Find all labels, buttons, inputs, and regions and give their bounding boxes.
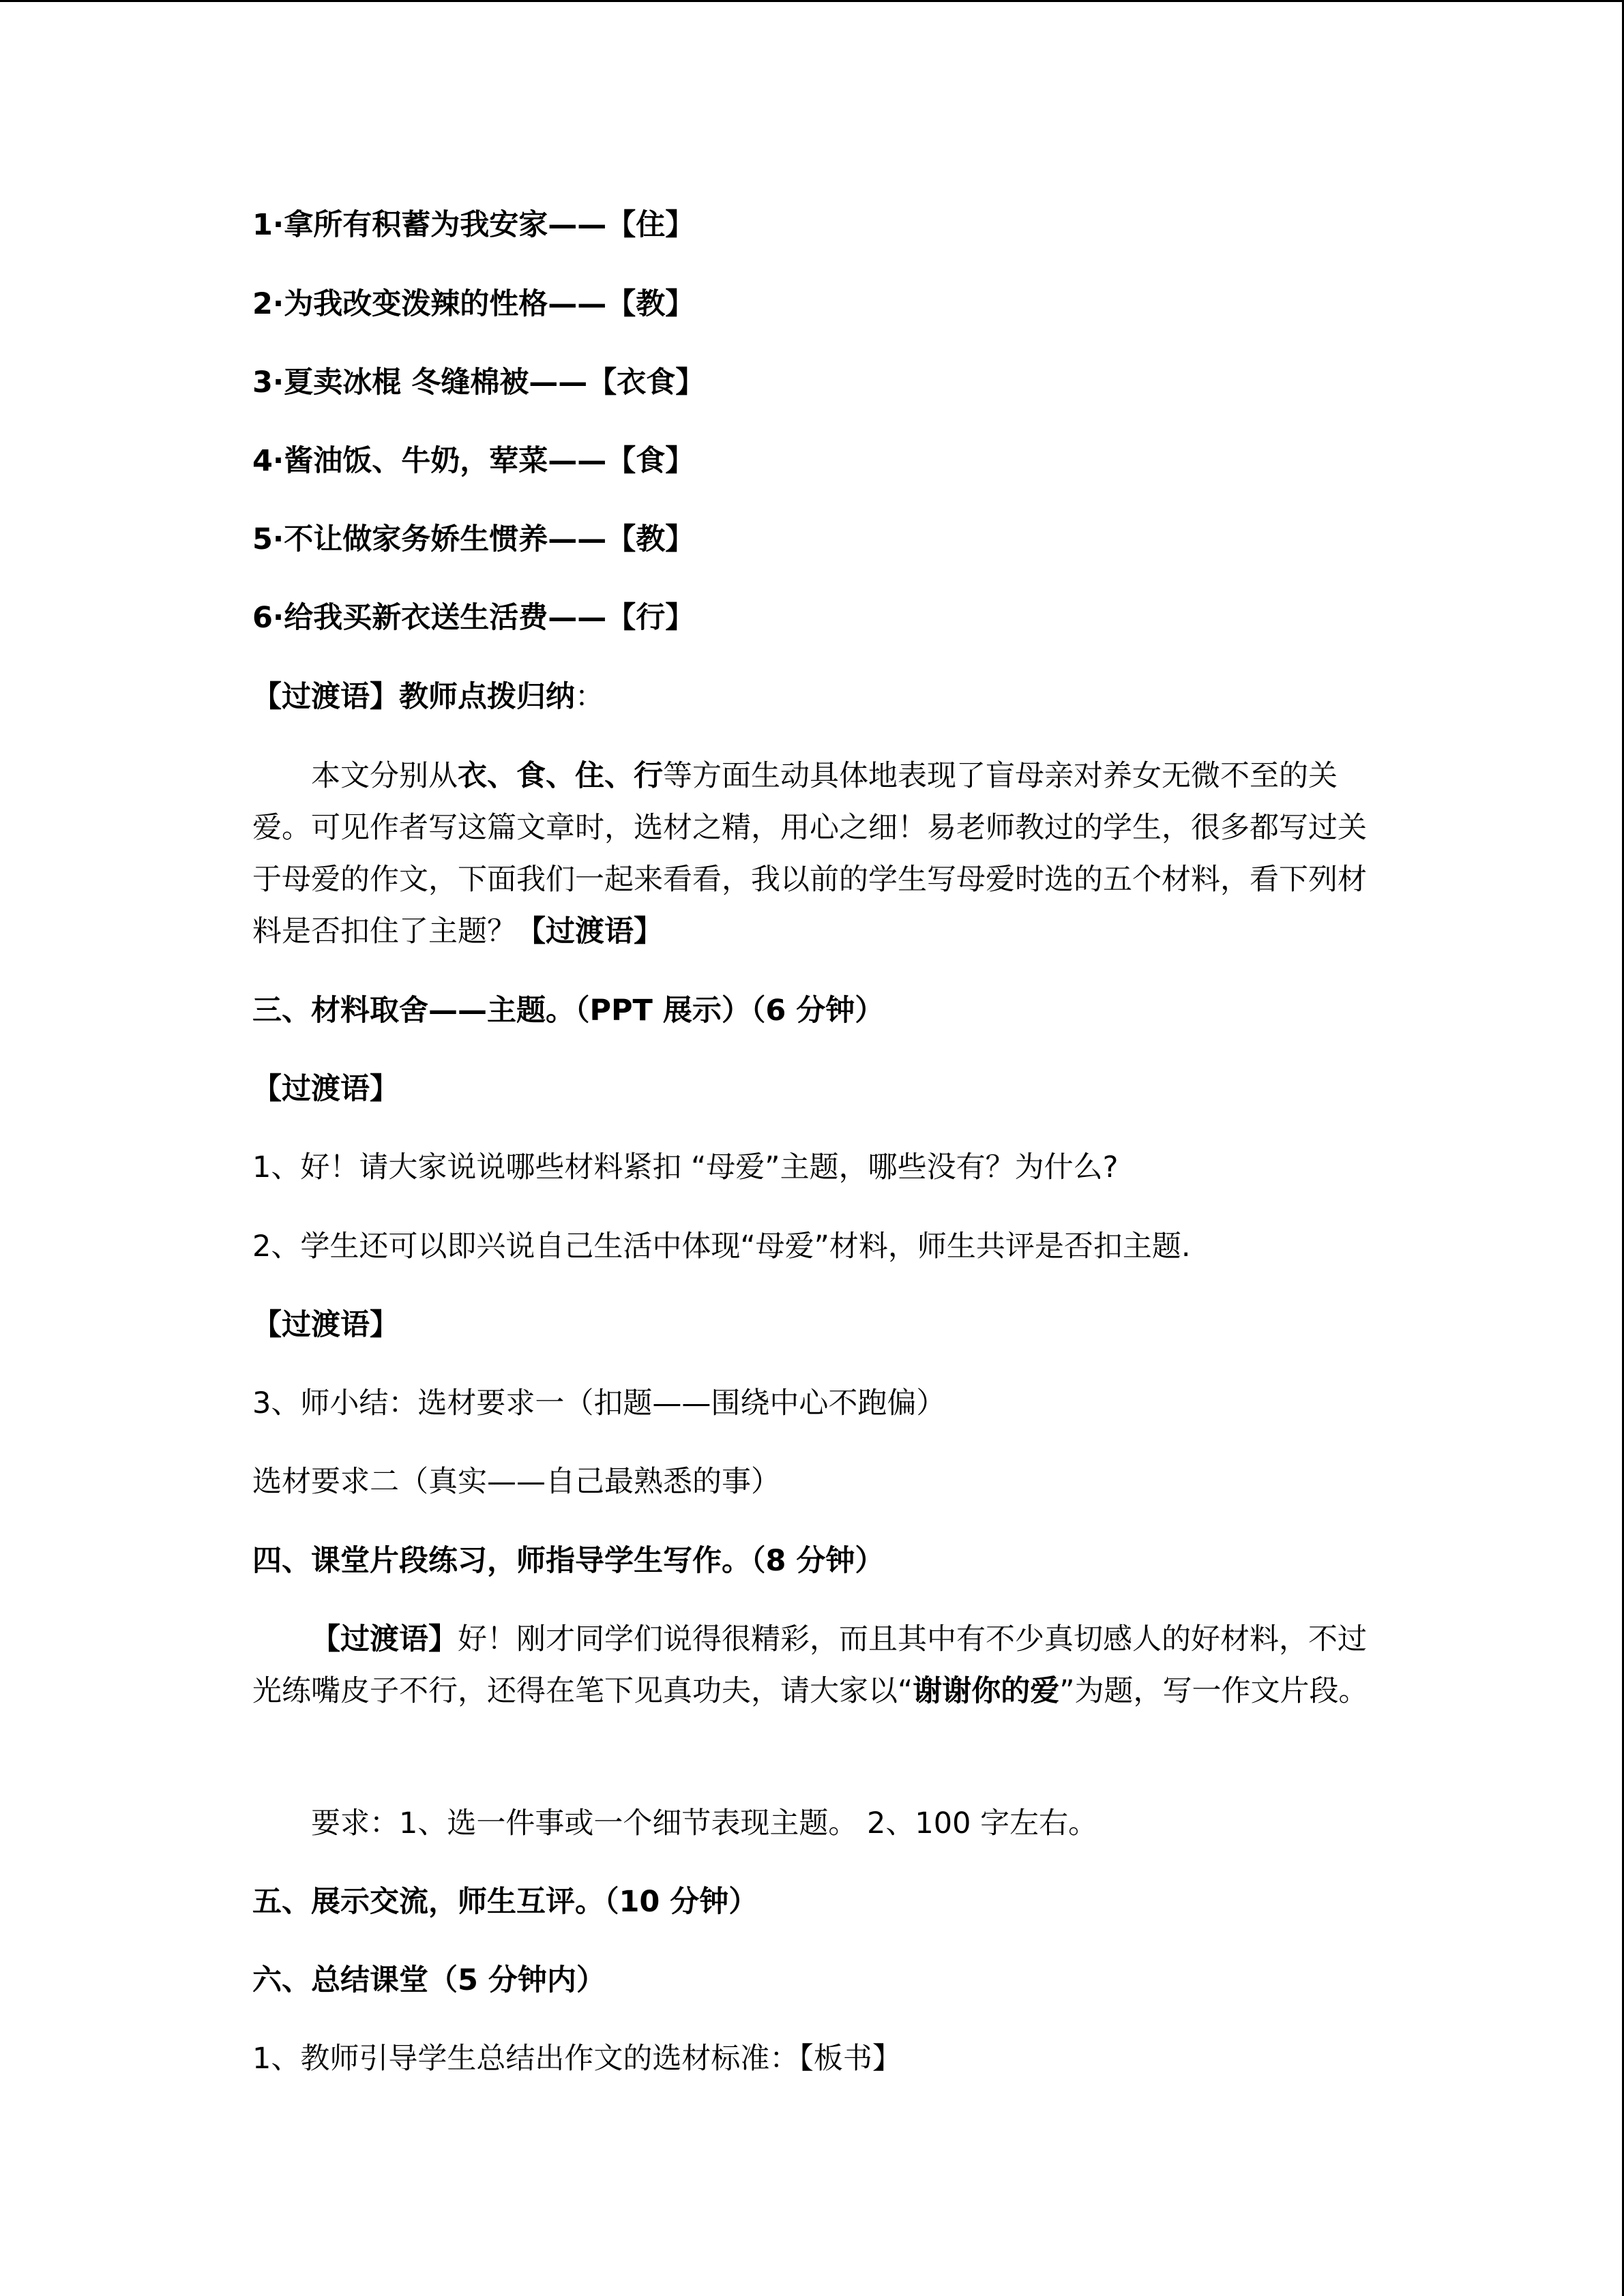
requirement-line: 要求：1、选一件事或一个细节表现主题。 2、100 字左右。 (311, 1806, 1098, 1840)
transition-colon: ： (575, 680, 604, 714)
paragraph-text: ”为题，写一作文片段。 (1059, 1674, 1368, 1708)
transition-heading (252, 671, 604, 723)
transition-label: 【过渡语】 (252, 1308, 399, 1342)
paragraph (252, 1613, 1371, 1717)
section-heading: 三、材料取舍——主题。（PPT 展示）（6 分钟） (252, 994, 885, 1028)
section-heading: 五、展示交流，师生互评。（10 分钟） (252, 1885, 758, 1919)
section-heading: 六、总结课堂（5 分钟内） (252, 1963, 606, 1997)
list-item: 3·夏卖冰棍 冬缝棉被——【衣食】 (252, 366, 705, 400)
list-item: 4·酱油饭、牛奶，荤菜——【食】 (252, 444, 695, 478)
final-line: 1、教师引导学生总结出作文的选材标准：【板书】 (252, 2042, 902, 2076)
paragraph-emphasis: 衣、食、住、行 (458, 759, 663, 793)
paragraph-emphasis: 【过渡语】 (311, 1622, 458, 1656)
paragraph-text: 好！刚才同学们说得很精彩，而且其中有不少真切感人的好材料，不过光练嘴皮子不行，还得在笔下见真功夫，请大家以“ (252, 1622, 1367, 1708)
list-item: 2·为我改变泼辣的性格——【教】 (252, 287, 695, 321)
paragraph (252, 750, 1371, 957)
list-item: 5·不让做家务娇生惯养——【教】 (252, 522, 695, 556)
page-border-top (0, 0, 1624, 2)
question-line: 1、好！请大家说说哪些材料紧扣 “母爱”主题，哪些没有？为什么? (252, 1150, 1119, 1184)
transition-label: 【过渡语】 (252, 1072, 399, 1106)
paragraph-emphasis: 谢谢你的爱 (913, 1674, 1060, 1708)
list-item: 1·拿所有积蓄为我安家——【住】 (252, 208, 695, 242)
list-item: 6·给我买新衣送生活费——【行】 (252, 601, 695, 635)
summary-line: 选材要求二（真实——自己最熟悉的事） (252, 1465, 780, 1499)
section-heading: 四、课堂片段练习，师指导学生写作。（8 分钟） (252, 1544, 885, 1578)
summary-line: 3、师小结：选材要求一（扣题——围绕中心不跑偏） (252, 1386, 946, 1420)
paragraph-text: 等方面生动具体地表现了盲母亲对养女无微不至的关爱。可见作者写这篇文章时，选材之精，用心之细！易老师教过的学生，很多都写过关于母爱的作文，下面我们一起来看看，我以前的学生写母爱时选的五个材料，看下列材料是否扣住了主题？ (252, 759, 1367, 949)
paragraph-emphasis: 【过渡语】 (516, 914, 663, 949)
transition-label: 【过渡语】教师点拨归纳 (252, 680, 575, 714)
paragraph-text: 本文分别从 (311, 759, 458, 793)
question-line: 2、学生还可以即兴说自己生活中体现“母爱”材料，师生共评是否扣主题. (252, 1229, 1191, 1264)
